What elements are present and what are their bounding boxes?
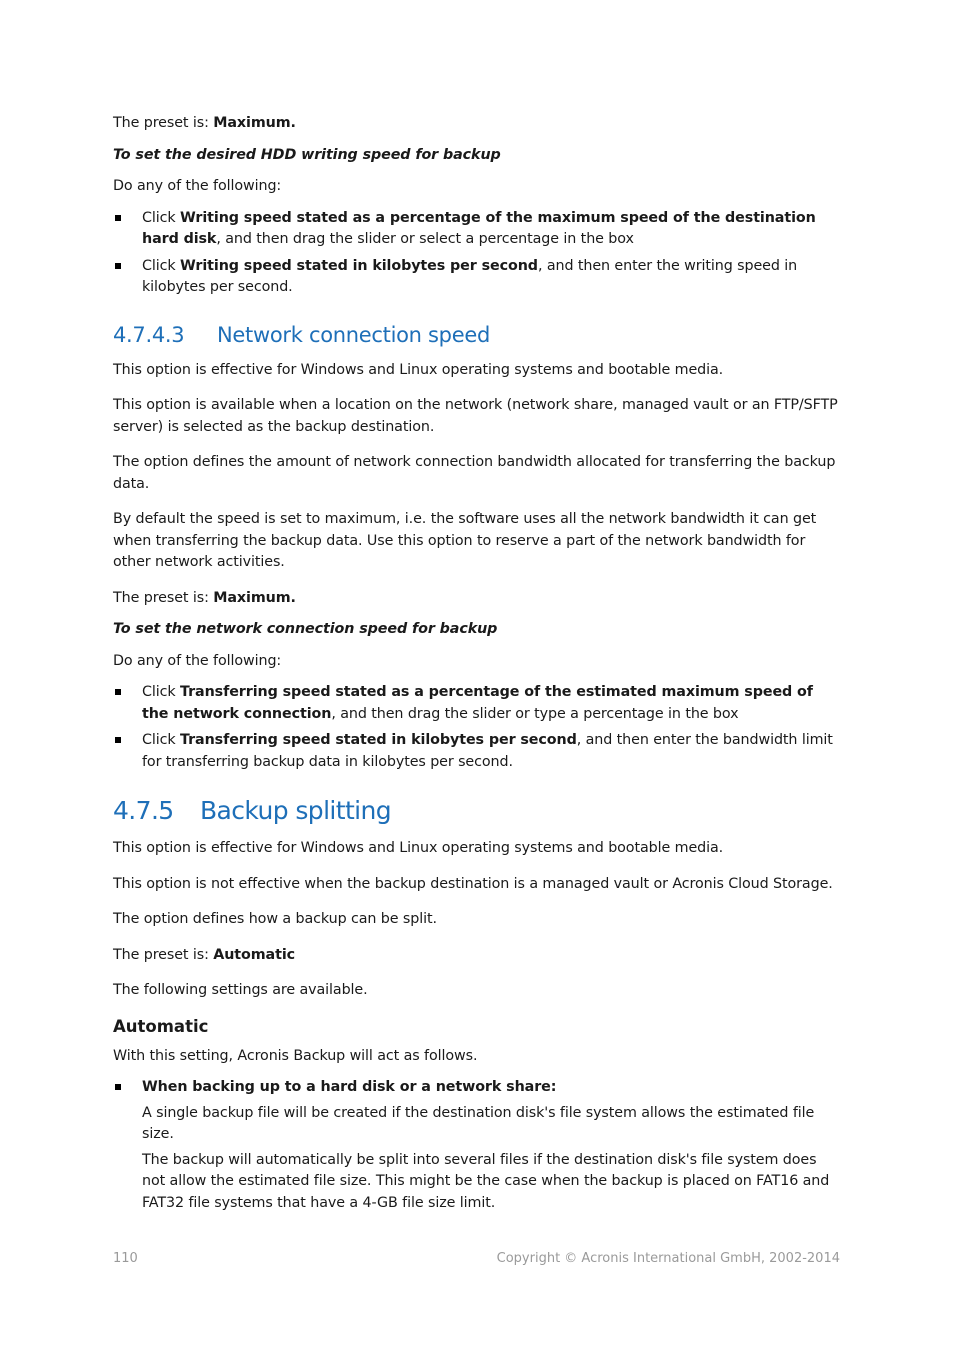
list-item-paragraph: The backup will automatically be split into several files if the destination disk's file system does not allow the estimated file size. This might be the case when the backup is placed on FAT16 and FAT32 file systems that have a 4-GB file size limit. (142, 1151, 830, 1211)
copyright-notice: Copyright © Acronis International GmbH, 2002-2014 (496, 1251, 840, 1266)
square-bullet-icon (115, 737, 121, 743)
preset-paragraph (113, 588, 843, 610)
list-item-bold: Writing speed stated in kilobytes per second (180, 257, 538, 274)
list-item (113, 730, 843, 773)
list-item-bold: Writing speed stated as a percentage of the maximum speed of the destination hard disk (142, 209, 816, 247)
do-any-text: Do any of the following: (113, 652, 282, 669)
bullet-list (113, 682, 843, 773)
list-item-suffix: , and then enter the writing speed in kilobytes per second. (142, 257, 798, 295)
list-item-suffix: , and then drag the slider or type a percentage in the box (331, 705, 739, 722)
preset-label: The preset is: (113, 115, 214, 131)
page-content (113, 113, 843, 1220)
procedure-title: To set the desired HDD writing speed for backup (113, 146, 501, 163)
page-number: 110 (113, 1251, 138, 1266)
paragraph: The following settings are available. (113, 982, 368, 998)
list-item-title: When backing up to a hard disk or a network share: (142, 1079, 557, 1095)
paragraph: This option is effective for Windows and Linux operating systems and bootable media. (113, 840, 724, 856)
list-item-prefix: Click (142, 209, 181, 226)
paragraph: This option is effective for Windows and Linux operating systems and bootable media. (113, 361, 724, 378)
preset-value: Automatic (213, 946, 296, 963)
paragraph: By default the speed is set to maximum, i.e. the software uses all the network bandwidth it can get when transferring the backup data. Use this option to reserve a part of the network bandwidth for other network activities. (113, 511, 817, 570)
square-bullet-icon (115, 263, 121, 269)
square-bullet-icon (115, 689, 121, 695)
list-item (113, 1077, 843, 1214)
square-bullet-icon (115, 215, 121, 221)
preset-paragraph (113, 113, 843, 135)
list-item (113, 208, 843, 251)
paragraph: The option defines the amount of network connection bandwidth allocated for transferring the backup data. (113, 454, 836, 492)
list-item-suffix: , and then enter the bandwidth limit for transferring backup data in kilobytes per second. (142, 732, 833, 770)
list-item-suffix: , and then drag the slider or select a percentage in the box (216, 231, 634, 247)
section-title: Network connection speed (217, 322, 490, 347)
preset-value: Maximum. (213, 115, 296, 131)
list-item-bold: Transferring speed stated as a percentage of the estimated maximum speed of the network connection (142, 684, 813, 722)
preset-label: The preset is: (113, 589, 214, 606)
bullet-list (113, 1077, 843, 1214)
paragraph: The option defines how a backup can be split. (113, 911, 437, 927)
paragraph: This option is available when a location on the network (network share, managed vault or an FTP/SFTP server) is selected as the backup destination. (113, 397, 838, 435)
section-heading-network (113, 321, 843, 349)
list-item-bold: Transferring speed stated in kilobytes per second (180, 732, 577, 748)
list-item (113, 256, 843, 299)
list-item-prefix: Click (142, 732, 181, 748)
section-title: Backup splitting (200, 796, 392, 825)
list-item-paragraph: A single backup file will be created if the destination disk's file system allows the estimated file size. (142, 1104, 815, 1142)
preset-label: The preset is: (113, 946, 214, 963)
procedure-title: To set the network connection speed for backup (113, 621, 498, 637)
preset-paragraph (113, 945, 843, 967)
preset-value: Maximum. (213, 589, 296, 606)
list-item-prefix: Click (142, 257, 181, 274)
list-item-prefix: Click (142, 684, 181, 700)
paragraph: With this setting, Acronis Backup will act as follows. (113, 1047, 478, 1064)
subheading-automatic: Automatic (113, 1016, 209, 1036)
list-item (113, 682, 843, 725)
paragraph: This option is not effective when the backup destination is a managed vault or Acronis Cloud Storage. (113, 875, 833, 892)
square-bullet-icon (115, 1084, 121, 1090)
do-any-text: Do any of the following: (113, 178, 282, 194)
section-number: 4.7.5 (113, 796, 174, 825)
section-heading-splitting (113, 795, 843, 827)
section-number: 4.7.4.3 (113, 322, 185, 347)
bullet-list (113, 208, 843, 299)
